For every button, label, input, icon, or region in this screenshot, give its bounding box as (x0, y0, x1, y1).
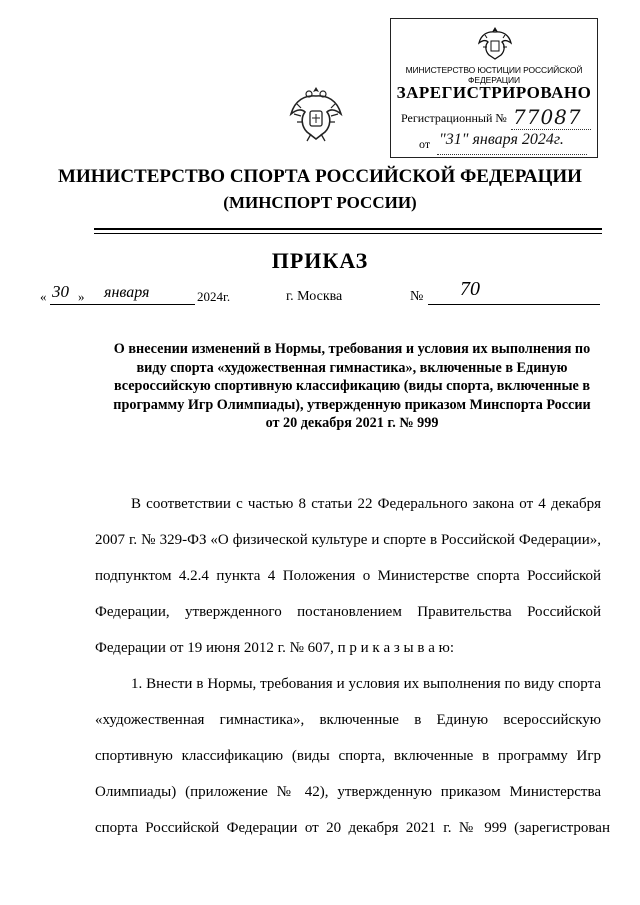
stamp-registered: ЗАРЕГИСТРИРОВАНО (396, 83, 592, 102)
body-line: 2007 г. № 329-ФЗ «О физической культуре и спорте в Российской Федерации», (95, 532, 601, 548)
header-divider-thin (94, 233, 602, 234)
number-underline (428, 304, 600, 305)
ministry-title: МИНИСТЕРСТВО СПОРТА РОССИЙСКОЙ ФЕДЕРАЦИИ (58, 166, 582, 187)
stamp-ministry: МИНИСТЕРСТВО ЮСТИЦИИ РОССИЙСКОЙ ФЕДЕРАЦИИ (405, 65, 583, 85)
stamp-emblem-icon (477, 23, 513, 63)
heading-line: виду спорта «художественная гимнастика», включенные в Единую (136, 359, 568, 376)
order-title: ПРИКАЗ (271, 248, 369, 273)
order-number-label: № (410, 289, 424, 304)
order-month: января (104, 284, 150, 301)
body-line: «художественная гимнастика», включенные в Единую всероссийскую (95, 712, 601, 728)
body-line: Федерации, утвержденного постановлением Правительства Российской (95, 604, 601, 620)
stamp-date-value: "31" января 2024г. (439, 131, 564, 148)
order-number: 70 (460, 278, 480, 300)
body-line: спортивную классификацию (виды спорта, включенные в программу Игр (95, 748, 601, 764)
order-heading (92, 340, 612, 433)
body-line: В соответствии с частью 8 статьи 22 Федерального закона от 4 декабря (131, 496, 601, 512)
heading-line: О внесении изменений в Нормы, требования и условия их выполнения по (113, 341, 591, 357)
date-underline (50, 304, 195, 305)
body-line: Олимпиады) (приложение № 42), утвержденную приказом Министерства (95, 784, 601, 800)
order-day: 30 (52, 282, 69, 301)
ministry-short-title: (МИНСПОРТ РОССИИ) (223, 193, 417, 212)
stamp-regno-value: 77087 (513, 105, 582, 129)
order-city: г. Москва (286, 289, 343, 304)
heading-line: программу Игр Олимпиады), утвержденную приказом Минспорта России (113, 396, 591, 413)
stamp-date-label: от (419, 137, 431, 151)
order-year: 2024г. (197, 289, 231, 304)
stamp-date-underline (437, 154, 587, 156)
heading-line: всероссийскую спортивную классификацию (виды спорта, включенные в (113, 378, 591, 394)
body-line: 1. Внести в Нормы, требования и условия их выполнения по виду спорта (131, 676, 601, 692)
body-line: спорта Российской Федерации от 20 декабря 2021 г. № 999 (зарегистрован (95, 820, 610, 836)
stamp-regno-label: Регистрационный № (401, 111, 507, 125)
date-quote-open: « (40, 289, 47, 304)
body-line: Федерации от 19 июня 2012 г. № 607, п р и к а з ы в а ю: (95, 640, 454, 656)
registration-stamp (390, 18, 598, 158)
heading-line: от 20 декабря 2021 г. № 999 (265, 415, 439, 431)
body-line: подпунктом 4.2.4 пункта 4 Положения о Министерстве спорта Российской (95, 568, 601, 584)
header-divider-thick (94, 228, 602, 230)
date-quote-close: » (78, 289, 85, 304)
coat-of-arms-icon (287, 84, 345, 144)
